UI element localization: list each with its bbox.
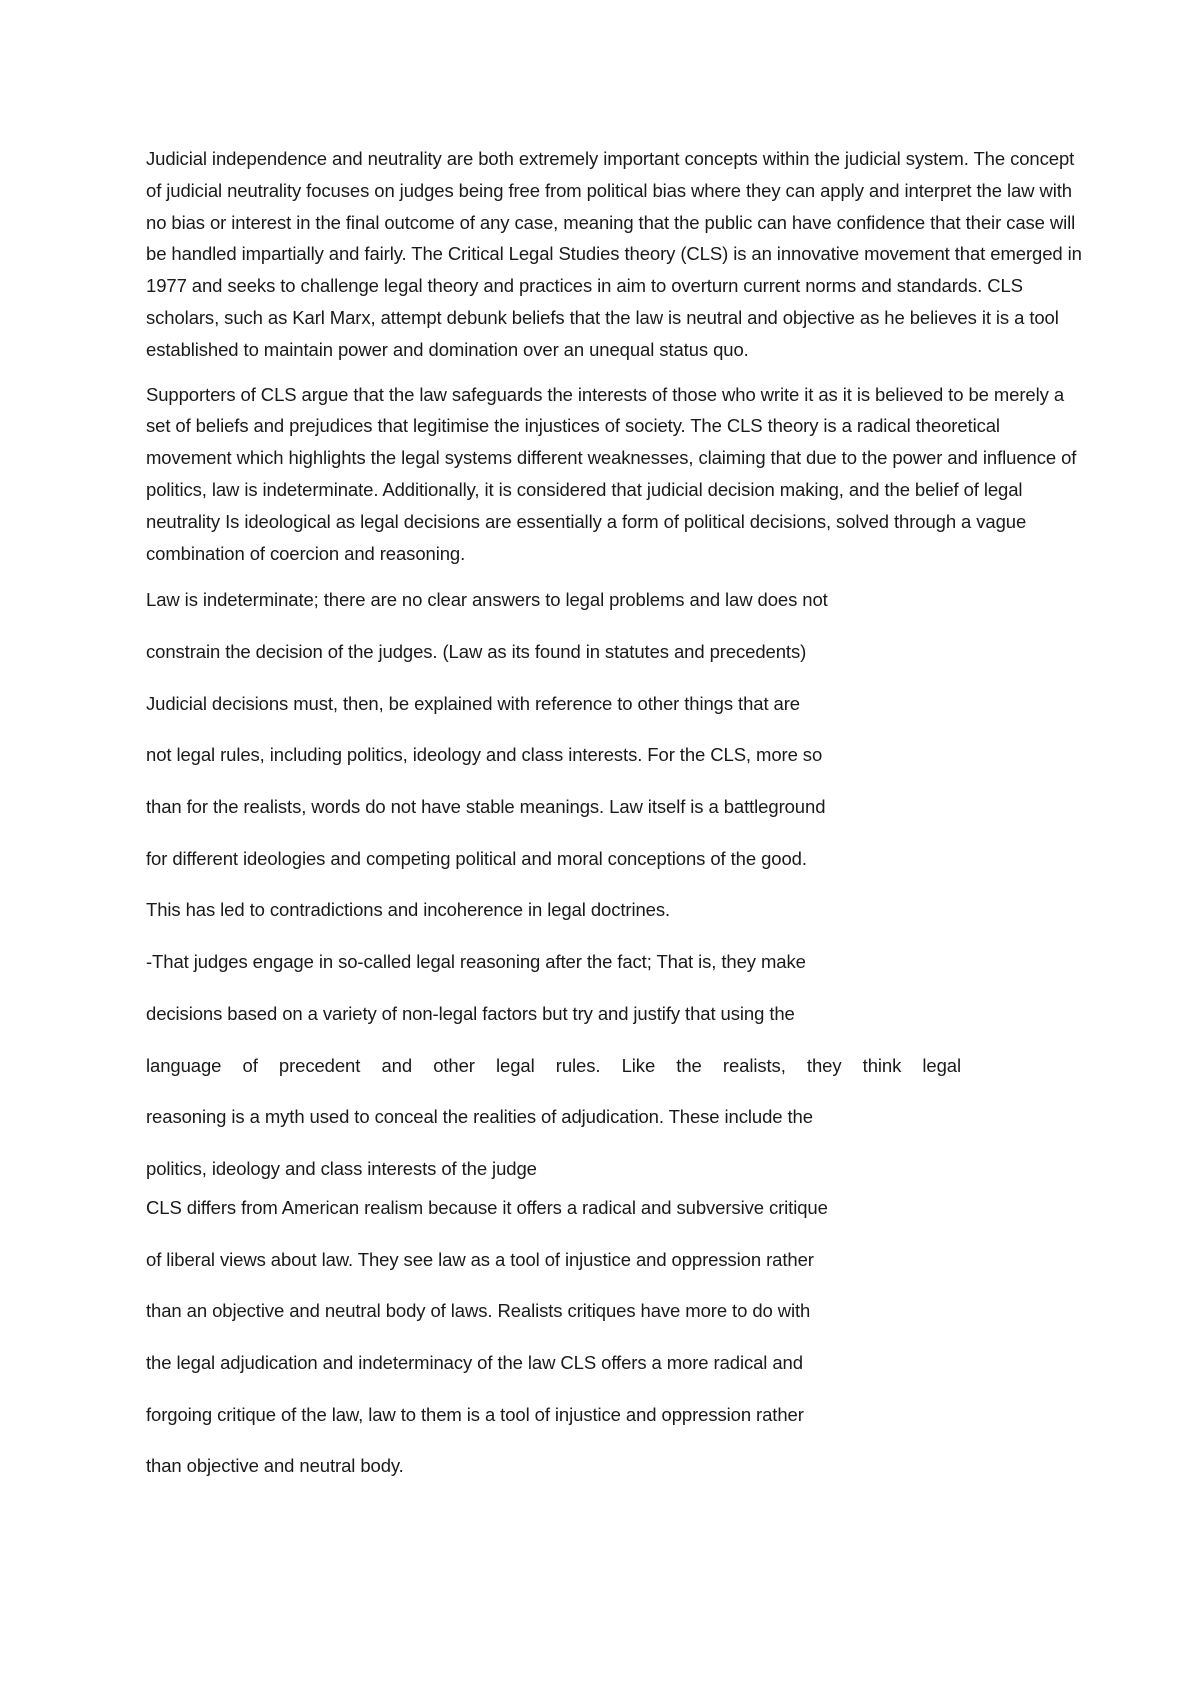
- text-line: language of precedent and other legal rules. Like the realists, they think legal: [146, 1054, 961, 1076]
- text-line: reasoning is a myth used to conceal the realities of adjudication. These include the: [146, 1106, 813, 1128]
- text-line: the legal adjudication and indeterminacy of the law CLS offers a more radical and: [146, 1351, 803, 1373]
- text-line: than an objective and neutral body of laws. Realists critiques have more to do with: [146, 1300, 811, 1322]
- text-line: than for the realists, words do not have stable meanings. Law itself is a battleground: [146, 796, 826, 818]
- paragraph-supporters-of-cls: Supporters of CLS argue that the law safeguards the interests of those who write it as it is believed to be merely a set of beliefs and prejudices that legitimise the injustices of society. The CLS theory is a radical theoretical movement which highlights the legal systems different weaknesses, claiming that due to the power and influence of politics, law is indeterminate. Additionally, it is considered that judicial decision making, and the belief of legal neutrality Is ideological as legal decisions are essentially a form of political decisions, solved through a vague combination of coercion and reasoning.: [146, 383, 1077, 564]
- text-line: of liberal views about law. They see law as a tool of injustice and oppression rather: [146, 1248, 814, 1270]
- text-line: not legal rules, including politics, ideology and class interests. For the CLS, more so: [146, 744, 823, 766]
- text-line: than objective and neutral body.: [146, 1455, 404, 1477]
- text-line: Judicial decisions must, then, be explained with reference to other things that are: [146, 692, 800, 714]
- text-line: decisions based on a variety of non-legal factors but try and justify that using the: [146, 1002, 795, 1024]
- text-line: CLS differs from American realism because it offers a radical and subversive critique: [146, 1196, 828, 1218]
- text-line: constrain the decision of the judges. (Law as its found in statutes and precedents): [146, 641, 807, 663]
- text-line: -That judges engage in so-called legal reasoning after the fact; That is, they make: [146, 951, 806, 973]
- paragraph-judicial-independence: Judicial independence and neutrality are both extremely important concepts within the judicial system. The concept of judicial neutrality focuses on judges being free from political bias where they can apply and interpret the law with no bias or interest in the final outcome of any case, meaning that the public can have confidence that their case will be handled impartially and fairly. The Critical Legal Studies theory (CLS) is an innovative movement that emerged in 1977 and seeks to challenge legal theory and practices in aim to overturn current norms and standards. CLS scholars, such as Karl Marx, attempt debunk beliefs that the law is neutral and objective as he believes it is a tool established to maintain power and domination over an unequal status quo.: [146, 148, 1082, 360]
- text-line: politics, ideology and class interests of the judge: [146, 1157, 537, 1179]
- text-line: for different ideologies and competing political and moral conceptions of the good.: [146, 847, 807, 869]
- document-body: [146, 143, 1086, 1502]
- text-line: Law is indeterminate; there are no clear answers to legal problems and law does not: [146, 589, 828, 611]
- text-line: This has led to contradictions and incoherence in legal doctrines.: [146, 899, 671, 921]
- text-line: forgoing critique of the law, law to them is a tool of injustice and oppression rather: [146, 1403, 804, 1425]
